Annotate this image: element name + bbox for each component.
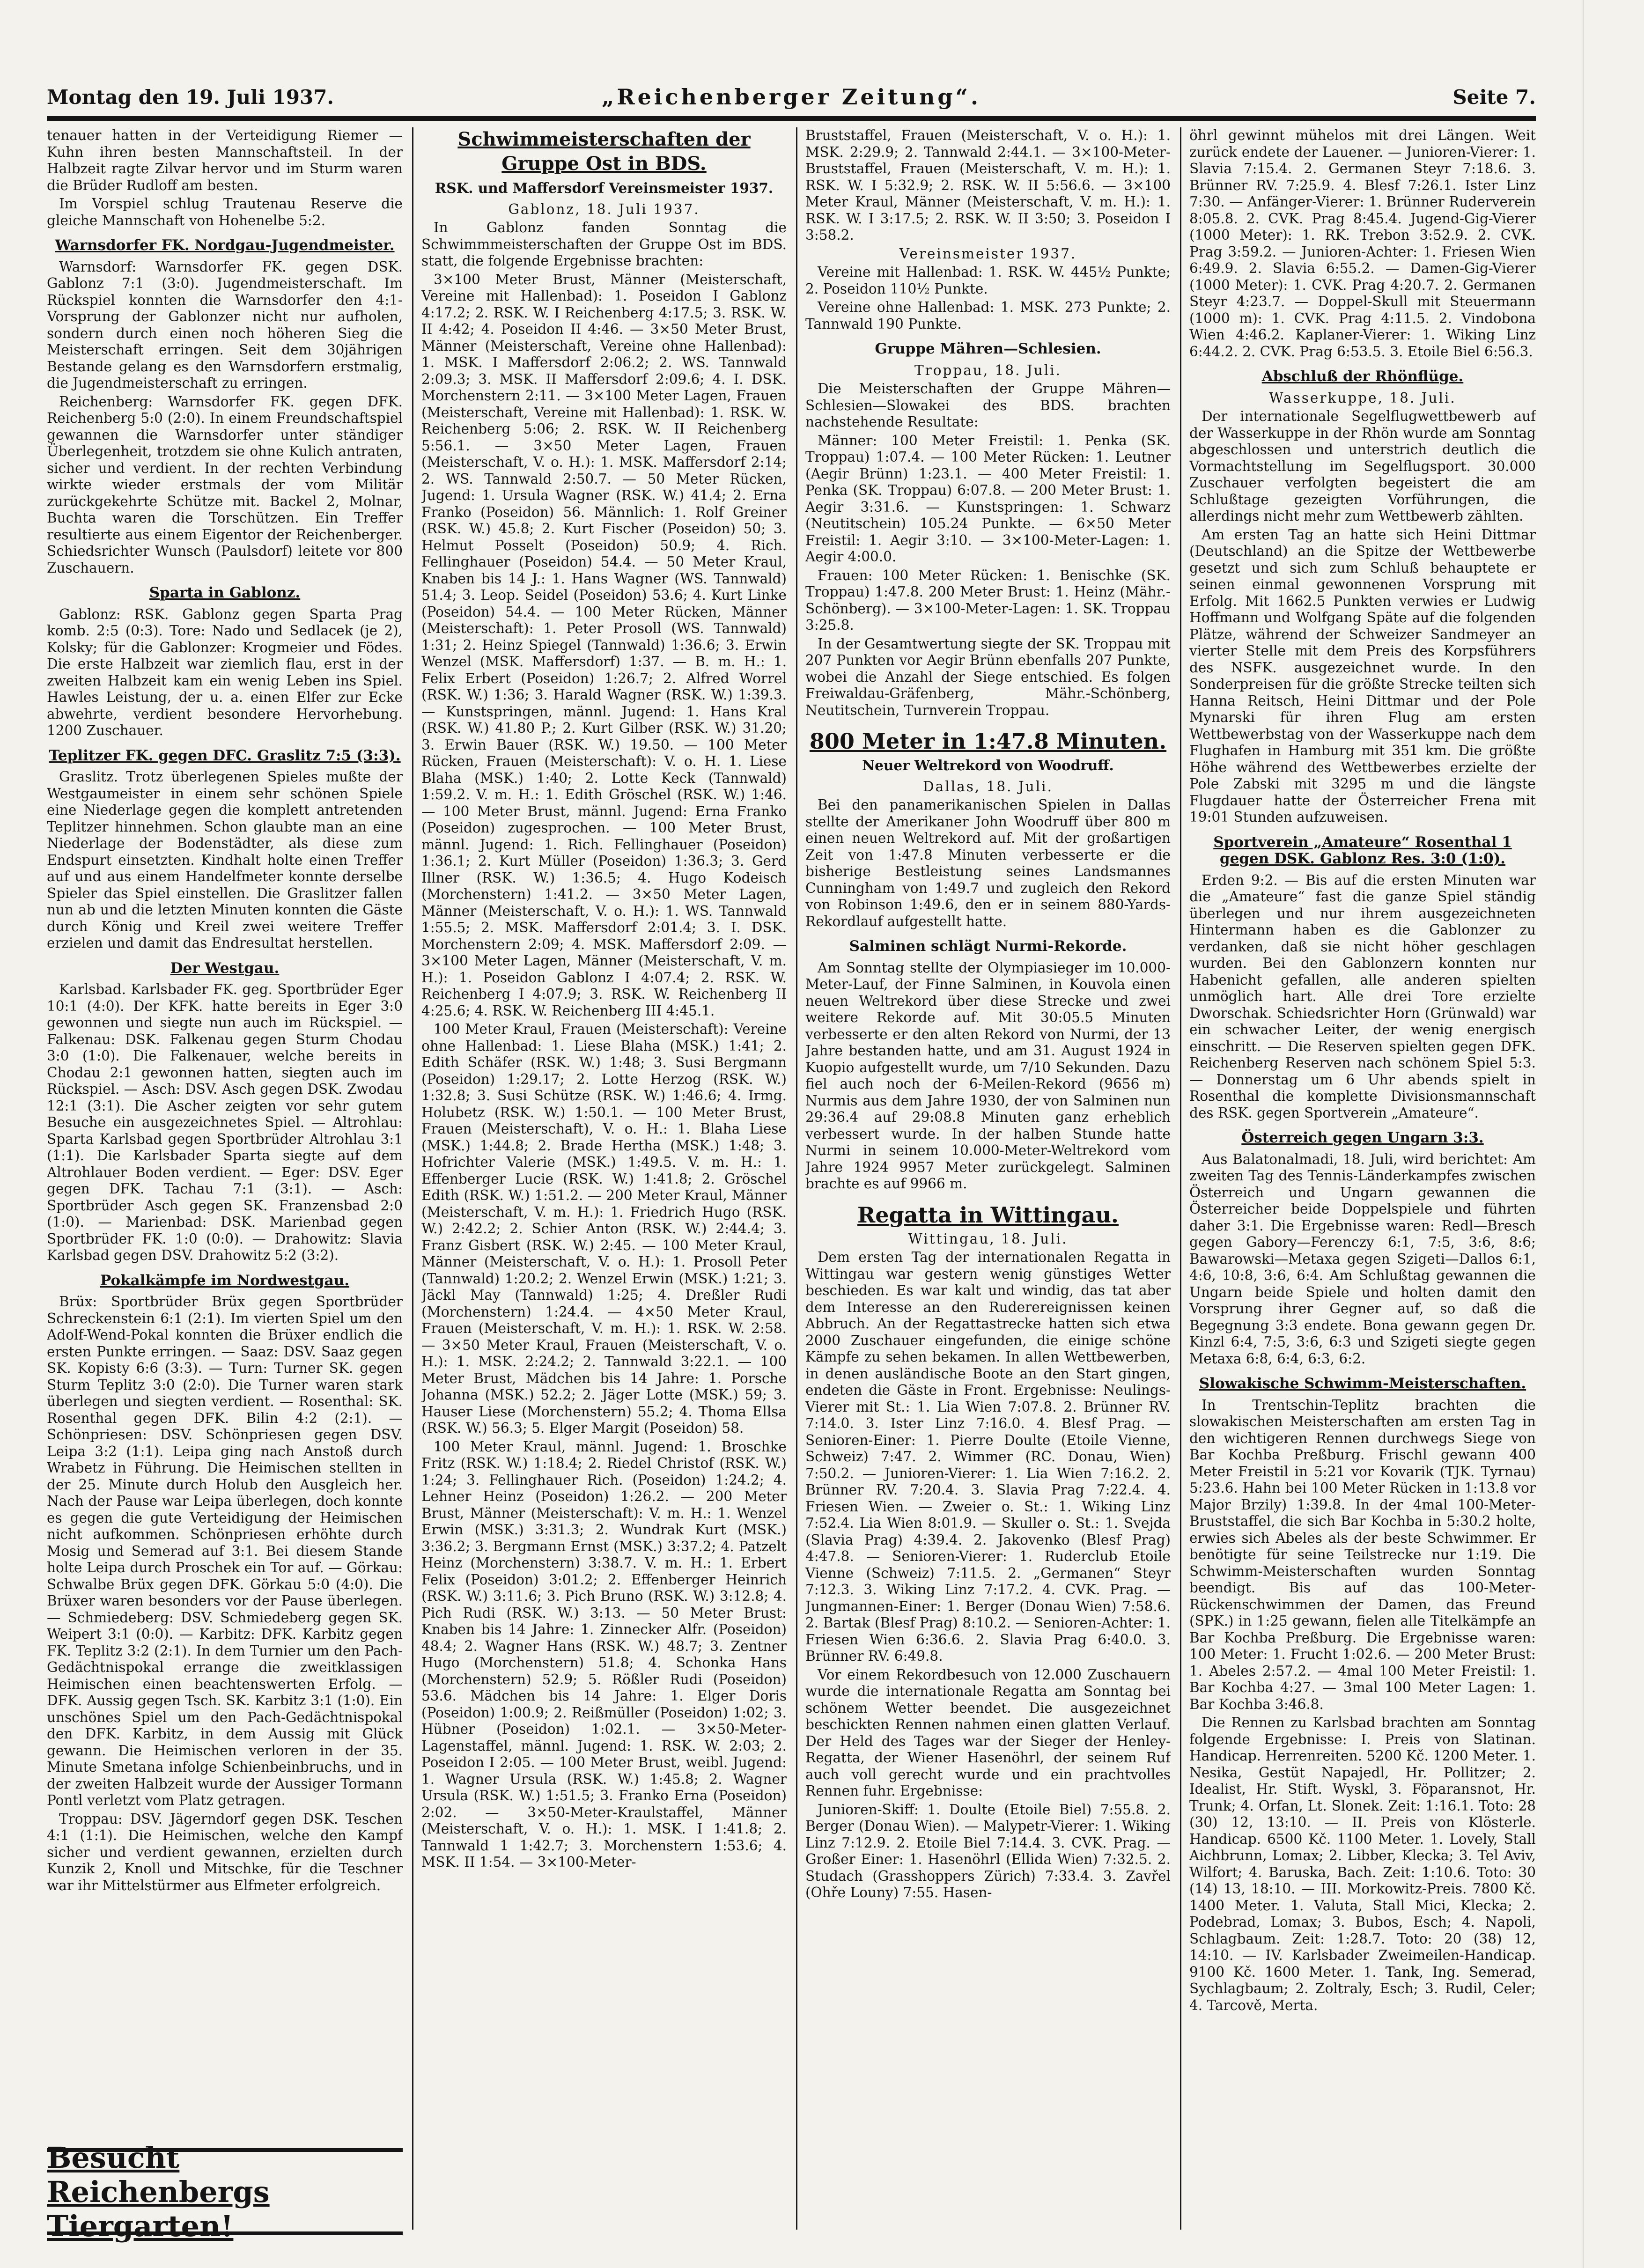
dateline-gablonz: Gablonz, 18. Juli 1937. xyxy=(508,201,700,217)
dateline-troppau: Troppau, 18. Juli. xyxy=(914,362,1062,378)
column-2 xyxy=(421,127,787,2234)
article-paragraph: 100 Meter Kraul, Frauen (Meisterschaft): Vereine ohne Hallenbad: 1. Liese Blaha (MSK.) 1:41; 2. Edith Schäfer (RSK. W.) 1:48; 3. Susi Bergmann (Poseidon) 1:29.17; 2. Lotte Herzog (RSK. W.) 1:32.8; 3. Susi Schütze (RSK. W.) 1:46.6; 4. Irmg. Holubetz (RSK. W.) 1:50.1. — 100 Meter Brust, Frauen (Meisterschaft), V. o. H.: 1. Blaha Liese (MSK.) 1:44.8; 2. Brade Hertha (MSK.) 1:48; 3. Hofrichter Valerie (MSK.) 1:49.5. V. m. H.: 1. Effenberger Lucie (RSK. W.) 1:41.8; 2. Gröschel Edith (RSK. W.) 1:51.2. — 200 Meter Kraul, Männer (Meisterschaft, V. m. H.): 1. Friedrich Hugo (RSK. W.) 2:42.2; 2. Schier Anton (RSK. W.) 2:44.4; 3. Franz Gisbert (RSK. W.) 2:45. — 100 Meter Kraul, Männer (Meisterschaft, V. o. H.): 1. Prosoll Peter (Tannwald) 1:20.2; 2. Wenzel Erwin (MSK.) 1:21; 3. Jäckl May (Tannwald) 1:25; 4. Dreßler Rudi (Morchenstern) 1:24.4. — 4×50 Meter Kraul, Frauen (Meisterschaft, V. m. H.): 1. RSK. W. 2:58. — 3×50 Meter Kraul, Frauen (Meisterschaft, V. o. H.): 1. MSK. 2:24.2; 2. Tannwald 3:22.1. — 100 Meter Brust, Mädchen bis 14 Jahre: 1. Porsche Johanna (MSK.) 52.2; 2. Jäger Lotte (MSK.) 59; 3. Hauser Liese (Morchenstern) 55.2; 4. Thoma Ellsa (RSK. W.) 56.3; 5. Elger Margit (Poseidon) 58. xyxy=(421,1021,787,1436)
advertisement-text: Besucht Reichenbergs Tiergarten! xyxy=(47,2140,270,2243)
headline-moravia-silesia: Gruppe Mähren—Schlesien. xyxy=(875,340,1101,357)
headline-warnsdorf: Warnsdorfer FK. Nordgau-Jugendmeister. xyxy=(55,237,395,254)
headline-austria-hungary: Österreich gegen Ungarn 3:3. xyxy=(1241,1129,1484,1146)
article-paragraph: Männer: 100 Meter Freistil: 1. Penka (SK. Troppau) 1:07.4. — 100 Meter Rücken: 1. Leutner (Aegir Brünn) 1:23.1. — 400 Meter Freistil: 1. Penka (SK. Troppau) 6:07.8. — 200 Meter Brust: 1. Aegir 3:31.6. — Kunstspringen: 1. Schwarz (Neutitschein) 105.24 Punkte. — 6×50 Meter Freistil: 1. Aegir 3:10. — 3×100-Meter-Lagen: 1. Aegir 4:00.0. xyxy=(805,432,1171,565)
article-paragraph: Die Rennen zu Karlsbad brachten am Sonntag folgende Ergebnisse: I. Preis von Slatinan. Handicap. Herrenreiten. 5200 Kč. 1200 Meter. 1. Nesika, Gestüt Napajedl, Hr. Pollitzer; 2. Idealist, Hr. Stift. Wyskl, 3. Föparansnot, Hr. Trunk; 4. Orfan, Lt. Slonek. Zeit: 1:16.1. Toto: 28 (30) 12, 13:10. — II. Preis von Klösterle. Handicap. 6500 Kč. 1100 Meter. 1. Lovely, Stall Aichbrunn, Lomax; 2. Libber, Klecka; 3. Tel Aviv, Wilfort; 4. Baruska, Bach. Zeit: 1:10.6. Toto: 30 (14) 13, 18:10. — III. Morkowitz-Preis. 7800 Kč. 1400 Meter. 1. Valuta, Stall Mici, Klecka; 2. Podebrad, Lomax; 3. Bubos, Esch; 4. Napoli, Schlagbaum. Zeit: 1:28.7. Toto: 20 (38) 12, 14:10. — IV. Karlsbader Zweimeilen-Handicap. 9100 Kč. 1600 Meter. 1. Tank, Ing. Semerad, Sychlagbaum; 2. Zoltraly, Esch; 3. Rudil, Celer; 4. Tarcově, Merta. xyxy=(1189,1715,1536,2013)
article-paragraph: Vereine ohne Hallenbad: 1. MSK. 273 Punkte; 2. Tannwald 190 Punkte. xyxy=(805,299,1171,332)
column-rule-3 xyxy=(1180,127,1181,2230)
headline-teplitz: Teplitzer FK. gegen DFC. Graslitz 7:5 (3:3). xyxy=(49,747,401,764)
advertisement-tiergarten xyxy=(47,2140,403,2243)
headline-sparta: Sparta in Gablonz. xyxy=(149,584,301,601)
dateline-wasserkuppe: Wasserkuppe, 18. Juli. xyxy=(1269,390,1456,406)
article-paragraph: Karlsbad. Karlsbader FK. geg. Sportbrüder Eger 10:1 (4:0). Der KFK. hatte bereits in Eger 3:0 gewonnen und siegte nun auch im Rückspiel. — Falkenau: DSK. Falkenau gegen Sturm Chodau 3:0 (1:0). Die Falkenauer, welche bereits in Chodau 2:1 gewonnen hatten, siegten auch im Rückspiel. — Asch: DSV. Asch gegen DSK. Zwodau 12:1 (3:1). Die Ascher zeigten vor sehr gutem Besuche ein ausgezeichnetes Spiel. — Altrohlau: Sparta Karlsbad gegen Sportbrüder Altrohlau 3:1 (1:1). Die Karlsbader Sparta siegte auf dem Altrohlauer Boden verdient. — Eger: DSV. Eger gegen DFK. Tachau 7:1 (3:1). — Asch: Sportbrüder Asch gegen SK. Franzensbad 2:0 (1:0). — Marienbad: DSK. Marienbad gegen Sportbrüder FK. 1:0 (0:0). — Drahowitz: Slavia Karlsbad gegen DSV. Drahowitz 5:2 (3:2). xyxy=(47,981,403,1263)
article-paragraph: Graslitz. Trotz überlegenen Spieles mußte der Westgaumeister in einem sehr schönen Spiele eine Niederlage gegen die komplett antretenden Teplitzer hinnehmen. Schon glaubte man an eine Niederlage der Bodenstädter, als diese zum Endspurt einsetzten. Kindhalt holte einen Treffer auf und aus einem Handelfmeter konnte derselbe Spieler das Spiel einstellen. Die Graslitzer fallen nun ab und die letzten Minuten konnten die Gäste durch König und Kreil zwei weitere Treffer erzielen und damit das Endresultat herstellen. xyxy=(47,769,403,951)
headline-rhoen: Abschluß der Rhönflüge. xyxy=(1261,368,1464,385)
article-paragraph: Im Vorspiel schlug Trautenau Reserve die gleiche Mannschaft von Hohenelbe 5:2. xyxy=(47,196,403,228)
article-paragraph: Die Meisterschaften der Gruppe Mähren—Schlesien—Slowakei des BDS. brachten nachstehende Resultate: xyxy=(805,381,1171,430)
article-paragraph: Warnsdorf: Warnsdorfer FK. gegen DSK. Gablonz 7:1 (3:0). Jugendmeisterschaft. Im Rückspiel konnten die Warnsdorfer den 4:1-Vorsprung der Gablonzer nicht nur aufholen, sondern durch einen noch höheren Sieg die Meisterschaft erringen. Seit dem 30jährigen Bestande gelang es den Warnsdorfern erstmalig, die Jugendmeisterschaft zu erringen. xyxy=(47,258,403,391)
article-paragraph: Reichenberg: Warnsdorfer FK. gegen DFK. Reichenberg 5:0 (2:0). In einem Freundschaftspiel gewannen die Warnsdorfer unter ständiger Überlegenheit, trotzdem sie ohne Kulich antraten, sicher und verdient. In der rechten Verbindung wirkte wieder erstmals der vom Militär zurückgekehrte Schütze mit. Backel 2, Molnar, Buchta waren die Torschützen. Ein Treffer resultierte aus einem Eigentor der Reichenberger. Schiedsrichter Wunsch (Paulsdorf) leitete vor 800 Zuschauern. xyxy=(47,393,403,576)
subheadline-woodruff: Neuer Weltrekord von Woodruff. xyxy=(862,757,1114,773)
header-masthead: „Reichenberger Zeitung“. xyxy=(601,84,981,110)
headline-slovak-swim: Slowakische Schwimm-Meisterschaften. xyxy=(1199,1375,1526,1392)
article-paragraph: Vereine mit Hallenbad: 1. RSK. W. 445½ Punkte; 2. Poseidon 110½ Punkte. xyxy=(805,264,1171,297)
column-1 xyxy=(47,127,403,2141)
column-rule-2 xyxy=(796,127,797,2230)
subheading-club-champions: Vereinsmeister 1937. xyxy=(899,245,1077,262)
page-edge-line xyxy=(1583,0,1584,2268)
article-paragraph: 3×100 Meter Brust, Männer (Meisterschaft, Vereine mit Hallenbad): 1. Poseidon I Gablonz 4:17.2; 2. RSK. W. I Reichenberg 4:17.5; 3. RSK. W. II 4:42; 4. Poseidon II 4:46. — 3×50 Meter Brust, Männer (Meisterschaft, Vereine ohne Hallenbad): 1. MSK. I Maffersdorf 2:06.2; 2. WS. Tannwald 2:09.3; 3. MSK. II Maffersdorf 2:09.6; 4. I. DSK. Morchenstern 2:11. — 3×100 Meter Lagen, Frauen (Meisterschaft, Vereine mit Hallenbad): 1. RSK. W. Reichenberg 5:06; 2. RSK. W. II Reichenberg 5:56.1. — 3×50 Meter Lagen, Frauen (Meisterschaft, V. o. H.): 1. MSK. Maffersdorf 2:14; 2. WS. Tannwald 2:50.7. — 50 Meter Rücken, Jugend: 1. Ursula Wagner (RSK. W.) 41.4; 2. Erna Franko (Poseidon) 56. Männlich: 1. Rolf Greiner (RSK. W.) 45.8; 2. Kurt Fischer (Poseidon) 50; 3. Helmut Posselt (Poseidon) 50.9; 4. Rich. Fellinghauer (Poseidon) 54.4. — 50 Meter Kraul, Knaben bis 14 J.: 1. Hans Wagner (WS. Tannwald) 51.4; 3. Leop. Seidel (Poseidon) 53.6; 4. Kurt Linke (Poseidon) 54.4. — 100 Meter Rücken, Männer (Meisterschaft): 1. Peter Prosoll (WS. Tannwald) 1:31; 2. Heinz Spiegel (Tannwald) 1:36.6; 3. Erwin Wenzel (MSK. Maffersdorf) 1:37. — B. m. H.: 1. Felix Erbert (Poseidon) 1:26.7; 2. Alfred Worrel (RSK. W.) 1:36; 3. Harald Wagner (RSK. W.) 1:39.3. — Kunstspringen, männl. Jugend: 1. Hans Kral (RSK. W.) 41.80 P.; 2. Kurt Gilber (RSK. W.) 31.20; 3. Erwin Bauer (RSK. W.) 19.50. — 100 Meter Rücken, Frauen (Meisterschaft): V. o. H. 1. Liese Blaha (MSK.) 1:40; 2. Lotte Keck (Tannwald) 1:59.2. V. m. H.: 1. Edith Gröschel (RSK. W.) 1:46. — 100 Meter Brust, männl. Jugend: Erna Franko (Poseidon) zugesprochen. — 100 Meter Brust, männl. Jugend: 1. Rich. Fellinghauer (Poseidon) 1:36.1; 2. Kurt Müller (Poseidon) 1:36.3; 3. Gerd Illner (RSK. W.) 1:36.5; 4. Hugo Kodeisch (Morchenstern) 1:41.2. — 3×50 Meter Lagen, Männer (Meisterschaft, V. o. H.): 1. WS. Tannwald 1:55.5; 2. MSK. Maffersdorf 2:01.4; 3. I. DSK. Morchenstern 2:09; 4. MSK. Maffersdorf 2:09. — 3×100 Meter Lagen, Männer (Meisterschaft, V. m. H.): 1. Poseidon Gablonz I 4:07.4; 2. RSK. W. Reichenberg I 4:07.9; 3. RSK. W. Reichenberg II 4:25.6; 4. RSK. W. Reichenberg III 4:45.1. xyxy=(421,271,787,1019)
header-page-number: Seite 7. xyxy=(1452,86,1536,109)
article-paragraph: Am ersten Tag an hatte sich Heini Dittmar (Deutschland) an die Spitze der Wettbewerbe gesetzt und sich zum Schluß behauptete er seinen einmal gewonnenen Vorsprung mit Erfolg. Mit 1662.5 Punkten verwies er Ludwig Hoffmann und Wolfgang Späte auf die folgenden Plätze, während der Schweizer Sandmeyer an vierter Stelle mit dem Preis des Korpsführers des NSFK. ausgezeichnet wurde. In den Sonderpreisen für die größte Strecke teilten sich Hanna Reitsch, Heini Dittmar und der Pole Mynarski für ihren Flug am ersten Wettbewerbstag von der Wasserkuppe nach dem Flughafen in Hamburg mit 351 km. Die größte Höhe während des Wettbewerbes erzielte der Pole Zabski mit 3295 m und die längste Flugdauer hatte der Österreicher Frena mit 19:01 Stunden aufzuweisen. xyxy=(1189,526,1536,825)
headline-pokal: Pokalkämpfe im Nordwestgau. xyxy=(100,1272,350,1289)
headline-salminen: Salminen schlägt Nurmi-Rekorde. xyxy=(849,938,1127,955)
column-rule-1 xyxy=(412,127,413,2230)
article-paragraph: Dem ersten Tag der internationalen Regatta in Wittingau war gestern wenig günstiges Wetter beschieden. Es war kalt und windig, das tat aber dem Interesse an den Ruderereignissen keinen Abbruch. An der Regattastrecke hatten sich etwa 2000 Zuschauer eingefunden, die einige schöne Kämpfe zu sehen bekamen. In allen Wettbewerben, in denen ausländische Boote an den Start gingen, endeten die Gäste in Front. Ergebnisse: Neulings-Vierer mit St.: 1. Lia Wien 7:07.8. 2. Brünner RV. 7:14.0. 3. Ister Linz 7:16.0. 4. Blesf Prag. — Senioren-Einer: 1. Pierre Doulte (Etoile Vienne, Schweiz) 7:47. 2. Wimmer (RC. Donau, Wien) 7:50.2. — Junioren-Vierer: 1. Lia Wien 7:16.2. 2. Brünner RV. 7:20.4. 3. Slavia Prag 7:22.4. 4. Friesen Wien. — Zweier o. St.: 1. Wiking Linz 7:52.4. Lia Wien 8:01.9. — Skuller o. St.: 1. Svejda (Slavia Prag) 4:39.4. 2. Jakovenko (Blesf Prag) 4:47.8. — Senioren-Vierer: 1. Ruderclub Etoile Vienne (Schweiz) 7:11.5. 2. „Germanen“ Steyr 7:12.3. 3. Wiking Linz 7:17.2. 4. CVK. Prag. — Jungmannen-Einer: 1. Berger (Donau Wien) 7:58.6. 2. Bartak (Blesf Prag) 8:10.2. — Senioren-Achter: 1. Friesen Wien 6:36.6. 2. Slavia Prag 6:40.0. 3. Brünner RV. 6:49.8. xyxy=(805,1249,1171,1664)
article-paragraph: Brüx: Sportbrüder Brüx gegen Sportbrüder Schreckenstein 6:1 (2:1). Im vierten Spiel um den Adolf-Wend-Pokal konnten die Brüxer endlich die ersten Punkte erringen. — Saaz: DSV. Saaz gegen SK. Kopisty 6:6 (3:3). — Turn: Turner SK. gegen Sturm Teplitz 3:0 (2:0). Die Turner waren stark überlegen und siegten verdient. — Rosenthal: SK. Rosenthal gegen DFK. Bilin 4:2 (2:1). — Schönpriesen: DSV. Schönpriesen gegen DSV. Leipa 3:2 (1:1). Leipa ging nach Anstoß durch Wrabetz in Führung. Die Heimischen stellten in der 25. Minute durch Holub den Ausgleich her. Nach der Pause war Leipa überlegen, doch konnte es gegen die gute Verteidigung der Heimischen nicht aufkommen. Schönpriesen erhöhte durch Mosig und Semerad auf 3:1. Bei diesem Stande holte Leipa durch Proschek ein Tor auf. — Görkau: Schwalbe Brüx gegen DFK. Görkau 5:0 (4:0). Die Brüxer waren besonders vor der Pause überlegen. — Schmiedeberg: DSV. Schmiedeberg gegen SK. Weipert 3:1 (0:0). — Karbitz: DFK. Karbitz gegen FK. Teplitz 3:2 (2:1). In dem Turnier um den Pach-Gedächtnispokal errange die zweitklassigen Heimischen einen beachtenswerten Erfolg. — DFK. Aussig gegen Tsch. SK. Karbitz 3:1 (1:0). Ein unschönes Spiel um den Pach-Gedächtnispokal den DFK. Karbitz, in dem Aussig mit Glück gewann. Die Heimischen verloren in der 35. Minute Smetana infolge Schienbeinbruchs, und in der zweiten Halbzeit wurde der Aussiger Tormann Pontl verletzt vom Platz getragen. xyxy=(47,1294,403,1808)
headline-swim-championships: Schwimmeisterschaften der Gruppe Ost in BDS. xyxy=(457,128,751,175)
dateline-wittingau: Wittingau, 18. Juli. xyxy=(908,1230,1068,1247)
article-paragraph: In Gablonz fanden Sonntag die Schwimmmeisterschaften der Gruppe Ost im BDS. statt, die folgende Ergebnisse brachten: xyxy=(421,220,787,269)
article-paragraph: Am Sonntag stellte der Olympiasieger im 10.000-Meter-Lauf, der Finne Salminen, in Kouvola einen neuen Weltrekord über diese Strecke und zwei weitere Rekorde auf. Mit 30:05.5 Minuten verbesserte er den alten Rekord von Nurmi, der 13 Jahre bestanden hatte, und am 31. August 1924 in Kuopio aufgestellt wurde, um 7/10 Sekunden. Dazu fiel auch noch der 6-Meilen-Rekord (9656 m) Nurmis aus dem Jahre 1930, der von Salminen nun 29:36.4 auf 29:08.8 Minuten ganz erheblich verbessert wurde. In der halben Stunde hatte Nurmi in seinem 10.000-Meter-Weltrekord vom Jahre 1924 9957 Meter zurückgelegt. Salminen brachte es auf 9966 m. xyxy=(805,959,1171,1192)
headline-westgau: Der Westgau. xyxy=(170,959,280,977)
column-4 xyxy=(1189,127,1536,2234)
article-paragraph: Der internationale Segelflugwettbewerb auf der Wasserkuppe in der Rhön wurde am Sonntag abgeschlossen und unterstrich deutlich die Vormachtstellung im Segelflugsport. 30.000 Zuschauer verfolgten begeistert die am Schlußtage gezeigten Vorführungen, die allerdings nicht mehr zum Wettbewerb zählten. xyxy=(1189,408,1536,524)
article-paragraph: Bei den panamerikanischen Spielen in Dallas stellte der Amerikaner John Woodruff über 800 m einen neuen Weltrekord auf. Mit der großartigen Zeit von 1:47.8 Minuten verbesserte er die bisherige Bestleistung seines Landsmannes Cunningham von 1:49.7 und zugleich den Rekord von Robinson 1:49.6, den er in seinem 880-Yards-Rekordlauf aufgestellt hatte. xyxy=(805,797,1171,929)
dateline-dallas: Dallas, 18. Juli. xyxy=(923,778,1053,795)
header-date: Montag den 19. Juli 1937. xyxy=(47,86,334,109)
headline-amateure: Sportverein „Amateure“ Rosenthal 1 gegen DSK. Gablonz Res. 3:0 (1:0). xyxy=(1213,833,1512,867)
headline-800-meter: 800 Meter in 1:47.8 Minuten. xyxy=(809,729,1167,754)
article-paragraph: öhrl gewinnt mühelos mit drei Längen. Weit zurück endete der Lauener. — Junioren-Vierer: 1. Slavia 7:15.4. 2. Germanen Steyr 7:18.6. 3. Brünner RV. 7:25.9. 4. Blesf 7:26.1. Ister Linz 7:30. — Anfänger-Vierer: 1. Brünner Ruderverein 8:05.8. 2. CVK. Prag 8:45.4. Jugend-Gig-Vierer (1000 Meter): 1. RK. Trebon 3:52.9. 2. CVK. Prag 3:59.2. — Junioren-Achter: 1. Friesen Wien 6:49.9. 2. Slavia 6:55.2. — Damen-Gig-Vierer (1000 Meter): 1. CVK. Prag 4:20.7. 2. Germanen Steyr 4:23.7. — Doppel-Skull mit Steuermann (1000 m): 1. CVK. Prag 4:11.5. 2. Vindobona Wien 4:46.2. Kaplaner-Vierer: 1. Wiking Linz 6:44.2. 2. CVK. Prag 6:53.5. 3. Etoile Biel 6:56.3. xyxy=(1189,127,1536,360)
headline-regatta: Regatta in Wittingau. xyxy=(857,1202,1119,1228)
article-paragraph: tenauer hatten in der Verteidigung Riemer — Kuhn ihren besten Mannschaftsteil. In der Halbzeit ragte Zilvar hervor und im Sturm waren die Brüder Rudloff am besten. xyxy=(47,127,403,193)
article-paragraph: Erden 9:2. — Bis auf die ersten Minuten war die „Amateure“ fast die ganze Spiel ständig überlegen und nur ihrem ausgezeichneten Hintermann haben es die Gablonzer zu verdanken, daß sie nicht höher geschlagen wurden. Bei den Gablonzern konnten nur Habenicht gefallen, alle anderen spielten unmöglich hart. Alle drei Tore erzielte Dworschak. Schiedsrichter Horn (Grünwald) war ein schwacher Leiter, der wenig energisch einschritt. — Die Reserven spielten gegen DFK. Reichenberg Reserven nach schönem Spiel 5:3. — Donnerstag um 6 Uhr abends spielt in Rosenthal die komplette Divisionsmannschaft des RSK. gegen Sportverein „Amateure“. xyxy=(1189,872,1536,1121)
page-header xyxy=(47,79,1536,121)
article-paragraph: Bruststaffel, Frauen (Meisterschaft, V. o. H.): 1. MSK. 2:29.9; 2. Tannwald 2:44.1. — 3×100-Meter-Bruststaffel, Frauen (Meisterschaft, V. m. H.): 1. RSK. W. I 5:32.9; 2. RSK. W. II 5:56.6. — 3×100 Meter Kraul, Männer (Meisterschaft, V. m. H.): 1. RSK. W. I 3:17.5; 2. RSK. W. II 3:50; 3. Poseidon I 3:58.2. xyxy=(805,127,1171,243)
article-paragraph: Vor einem Rekordbesuch von 12.000 Zuschauern wurde die internationale Regatta am Sonntag bei schönem Wetter beendet. Die ausgezeichnet beschickten Rennen nahmen einen glatten Verlauf. Der Held des Tages war der Sieger der Henley-Regatta, der Wiener Hasenöhrl, der seinem Ruf auch voll gerecht wurde und ein prachtvolles Rennen fuhr. Ergebnisse: xyxy=(805,1666,1171,1799)
article-paragraph: In Trentschin-Teplitz brachten die slowakischen Meisterschaften am ersten Tag in den wichtigeren Rennen durchwegs Siege von Bar Kochba Preßburg. Frischl gewann 400 Meter Freistil in 5:21 vor Kovarik (TJK. Tyrnau) 5:23.6. Hahn bei 100 Meter Rücken in 1:13.8 vor Major Brzily) 1:39.8. In der 4mal 100-Meter-Bruststaffel, die sich Bar Kochba in 5:30.2 holte, erwies sich Abeles als der beste Schwimmer. Er benötigte für seine Teilstrecke nur 1:19. Die Schwimm-Meisterschaften wurden Sonntag beendigt. Bis auf das 100-Meter-Rückenschwimmen der Damen, das Freund (SPK.) in 1:25 gewann, fielen alle Titelkämpfe an Bar Kochba Preßburg. Die Ergebnisse waren: 100 Meter: 1. Frucht 1:02.6. — 200 Meter Brust: 1. Abeles 2:57.2. — 4mal 100 Meter Freistil: 1. Bar Kochba 4:27. — 3mal 100 Meter Lagen: 1. Bar Kochba 3:46.8. xyxy=(1189,1397,1536,1712)
article-paragraph: In der Gesamtwertung siegte der SK. Troppau mit 207 Punkten vor Aegir Brünn ebenfalls 207 Punkte, wobei die Anzahl der Siege entschied. Es folgen Freiwaldau-Gräfenberg, Mähr.-Schönberg, Neutitschein, Turnverein Troppau. xyxy=(805,635,1171,718)
subheadline-club-champions: RSK. und Maffersdorf Vereinsmeister 1937. xyxy=(435,180,774,196)
article-paragraph: Gablonz: RSK. Gablonz gegen Sparta Prag komb. 2:5 (0:3). Tore: Nado und Sedlacek (je 2), Kolsky; für die Gablonzer: Krogmeier und Födes. Die erste Halbzeit war ziemlich flau, erst in der zweiten Halbzeit kam ein wenig Leben ins Spiel. Hawles Leistung, der u. a. einen Elfer zur Ecke abwehrte, verdient besondere Hervorhebung. 1200 Zuschauer. xyxy=(47,606,403,738)
article-paragraph: Troppau: DSV. Jägerndorf gegen DSK. Teschen 4:1 (1:1). Die Heimischen, welche den Kampf sicher und verdient gewannen, erzielten durch Kunzik 2, Knoll und Mitschke, für die Teschner war ihr Mittelstürmer aus Elfmeter erfolgreich. xyxy=(47,1811,403,1893)
article-paragraph: Junioren-Skiff: 1. Doulte (Etoile Biel) 7:55.8. 2. Berger (Donau Wien). — Malypetr-Vierer: 1. Wiking Linz 7:12.9. 2. Etoile Biel 7:14.4. 3. CVK. Prag. — Großer Einer: 1. Hasenöhrl (Ellida Wien) 7:32.5. 2. Studach (Grasshoppers Zürich) 7:33.4. 3. Zavřel (Ohře Louny) 7:55. Hasen- xyxy=(805,1801,1171,1900)
column-3 xyxy=(805,127,1171,2234)
article-paragraph: Frauen: 100 Meter Rücken: 1. Benischke (SK. Troppau) 1:47.8. 200 Meter Brust: 1. Heinz (Mähr.-Schönberg). — 3×100-Meter-Lagen: 1. SK. Troppau 3:25.8. xyxy=(805,567,1171,633)
article-paragraph: 100 Meter Kraul, männl. Jugend: 1. Broschke Fritz (RSK. W.) 1:18.4; 2. Riedel Christof (RSK. W.) 1:24; 3. Fellinghauer Rich. (Poseidon) 1:24.2; 4. Lehner Heinz (Poseidon) 1:26.2. — 200 Meter Brust, Männer (Meisterschaft): V. m. H.: 1. Wenzel Erwin (MSK.) 3:31.3; 2. Wundrak Kurt (MSK.) 3:36.2; 3. Bergmann Ernst (MSK.) 3:37.2; 4. Patzelt Heinz (Morchenstern) 3:38.7. V. m. H.: 1. Erbert Felix (Poseidon) 3:01.2; 2. Effenberger Heinrich (RSK. W.) 3:11.6; 3. Pich Bruno (RSK. W.) 3:12.8; 4. Pich Rudi (RSK. W.) 3:13. — 50 Meter Brust: Knaben bis 14 Jahre: 1. Zinnecker Alfr. (Poseidon) 48.4; 2. Wagner Hans (RSK. W.) 48.7; 3. Zentner Hugo (Morchenstern) 51.8; 4. Schonka Hans (Morchenstern) 52.9; 5. Rößler Rudi (Poseidon) 53.6. Mädchen bis 14 Jahre: 1. Elger Doris (Poseidon) 1:00.9; 2. Reißmüller (Poseidon) 1:02; 3. Hübner (Poseidon) 1:02.1. — 3×50-Meter-Lagenstaffel, männl. Jugend: 1. RSK. W. 2:03; 2. Poseidon I 2:05. — 100 Meter Brust, weibl. Jugend: 1. Wagner Ursula (RSK. W.) 1:45.8; 2. Wagner Ursula (RSK. W.) 1:51.5; 3. Franko Erna (Poseidon) 2:02. — 3×50-Meter-Kraulstaffel, Männer (Meisterschaft, V. o. H.): 1. MSK. I 1:41.8; 2. Tannwald 1 1:42.7; 3. Morchenstern 1:53.6; 4. MSK. II 1:54. — 3×100-Meter- xyxy=(421,1438,787,1870)
article-paragraph: Aus Balatonalmadi, 18. Juli, wird berichtet: Am zweiten Tag des Tennis-Länderkampfes zwischen Österreich und Ungarn gewannen die Österreicher beide Doppelspiele und führten daher 3:1. Die Ergebnisse waren: Redl—Bresch gegen Gabory—Ferenczy 6:1, 7:5, 3:6, 8:6; Bawarowski—Metaxa gegen Szigeti—Dallos 6:1, 4:6, 10:8, 3:6, 6:4. Am Schlußtag gewannen die Ungarn beide Spiele und holten damit den Vorsprung ihrer Gegner auf, so daß die Begegnung 3:3 endete. Bona gewann gegen Dr. Kinzl 6:4, 7:5, 3:6, 6:3 und Szigeti siegte gegen Metaxa 6:8, 6:4, 6:3, 6:2. xyxy=(1189,1151,1536,1367)
